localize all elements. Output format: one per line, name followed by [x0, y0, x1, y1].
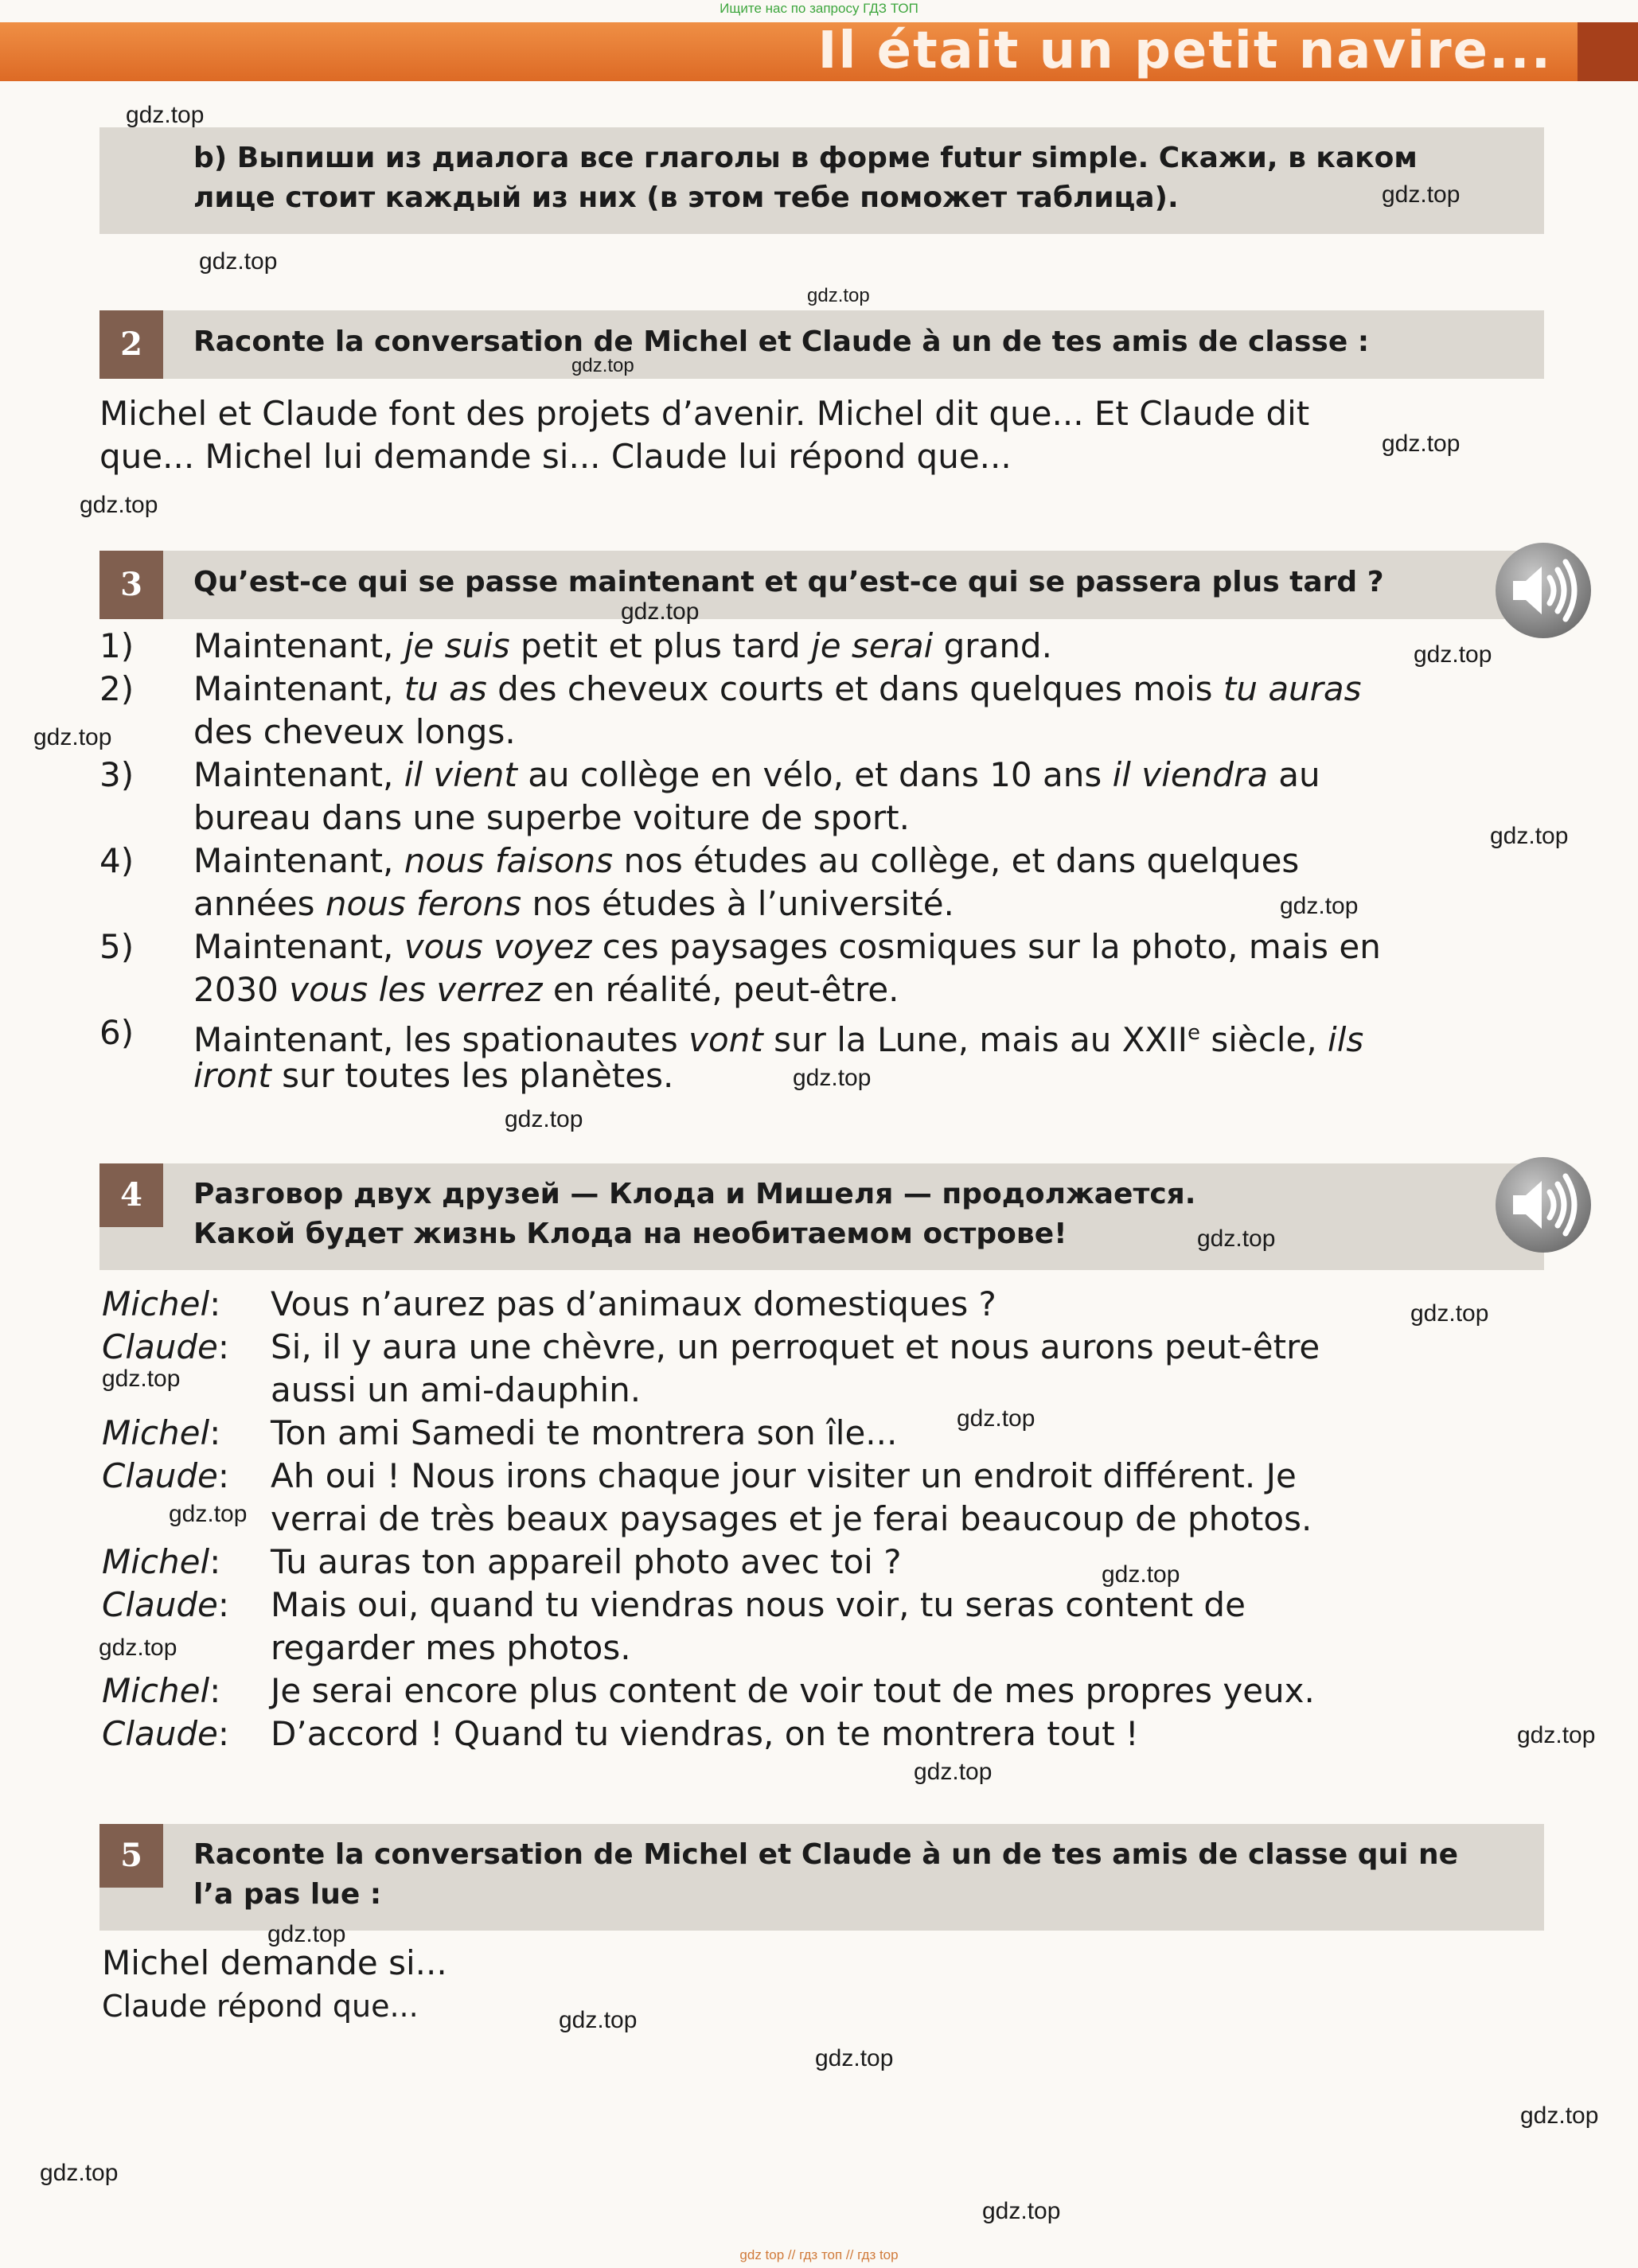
speaker-claude: Claude: — [102, 1456, 230, 1495]
watermark: gdz.top — [807, 285, 870, 306]
dialogue-line: verrai de très beaux paysages et je ferai beaucoup de photos. — [271, 1499, 1312, 1538]
task-4-title-line-1: Разговор двух друзей — Клода и Мишеля — продолжается. — [193, 1178, 1196, 1210]
task-3-title: Qu’est-ce qui se passe maintenant et qu’est-ce qui se passera plus tard ? — [193, 566, 1384, 598]
item-number: 6) — [99, 1013, 135, 1052]
task-2-number: 2 — [99, 310, 163, 379]
speaker-michel: Michel: — [102, 1413, 221, 1452]
task-3-item-3-line-1: Maintenant, il vient au collège en vélo, et dans 10 ans il viendra au — [193, 755, 1320, 794]
watermark: gdz.top — [1197, 1226, 1276, 1252]
top-note: Ищите нас по запросу ГДЗ ТОП — [720, 1, 918, 16]
watermark: gdz.top — [982, 2198, 1061, 2224]
task-3-item-6-line-1: Maintenant, les spationautes vont sur la Lune, mais au XXIIe siècle, ils — [193, 1020, 1364, 1059]
speaker-michel: Michel: — [102, 1671, 221, 1710]
task-2-text-line-1: Michel et Claude font des projets d’avenir. Michel dit que... Et Claude dit — [99, 394, 1310, 433]
watermark: gdz.top — [1280, 893, 1359, 919]
watermark: gdz.top — [559, 2007, 638, 2033]
item-number: 1) — [99, 626, 135, 665]
watermark: gdz.top — [815, 2045, 894, 2071]
dialogue-line: regarder mes photos. — [271, 1628, 631, 1667]
watermark: gdz.top — [1517, 1722, 1596, 1748]
watermark: gdz.top — [505, 1106, 583, 1132]
speaker-claude: Claude: — [102, 1714, 230, 1753]
watermark: gdz.top — [914, 1759, 993, 1785]
watermark: gdz.top — [80, 492, 158, 518]
watermark: gdz.top — [793, 1065, 872, 1091]
watermark: gdz.top — [1490, 823, 1569, 849]
dialogue-line: aussi un ami-dauphin. — [271, 1370, 642, 1409]
speaker-claude: Claude: — [102, 1585, 230, 1624]
task-b-title-line-2: лице стоит каждый из них (в этом тебе поможет таблица). — [193, 181, 1179, 214]
watermark: gdz.top — [1382, 431, 1461, 457]
dialogue-line: Si, il y aura une chèvre, un perroquet et nous aurons peut-être — [271, 1327, 1320, 1366]
watermark: gdz.top — [126, 102, 205, 128]
watermark: gdz.top — [33, 724, 112, 750]
watermark: gdz.top — [1414, 641, 1492, 668]
watermark: gdz.top — [957, 1405, 1035, 1432]
task-4-number: 4 — [99, 1163, 163, 1227]
watermark: gdz.top — [267, 1921, 346, 1947]
task-3-item-5-line-1: Maintenant, vous voyez ces paysages cosmiques sur la photo, mais en — [193, 927, 1381, 966]
speaker-claude: Claude: — [102, 1327, 230, 1366]
watermark: gdz.top — [1410, 1300, 1489, 1327]
watermark: gdz.top — [102, 1366, 181, 1392]
task-3-item-5-line-2: 2030 vous les verrez en réalité, peut-être. — [193, 970, 899, 1009]
dialogue-line: Ah oui ! Nous irons chaque jour visiter un endroit différent. Je — [271, 1456, 1297, 1495]
task-3-item-4-line-2: années nous ferons nos études à l’université. — [193, 884, 954, 923]
watermark: gdz.top — [1382, 181, 1461, 208]
watermark: gdz.top — [1102, 1561, 1180, 1588]
watermark: gdz.top — [1520, 2102, 1599, 2129]
task-4-title-line-2: Какой будет жизнь Клода на необитаемом острове! — [193, 1218, 1067, 1250]
task-3-number: 3 — [99, 551, 163, 619]
task-3-item-3-line-2: bureau dans une superbe voiture de sport. — [193, 798, 910, 837]
watermark: gdz.top — [621, 598, 700, 625]
dialogue-line: D’accord ! Quand tu viendras, on te montrera tout ! — [271, 1714, 1139, 1753]
item-number: 2) — [99, 669, 135, 708]
task-5-number: 5 — [99, 1824, 163, 1888]
speaker-michel: Michel: — [102, 1284, 221, 1323]
task-b-title-line-1: b) Выпиши из диалога все глаголы в форме futur simple. Скажи, в каком — [193, 142, 1418, 174]
task-3-item-1-line-1: Maintenant, je suis petit et plus tard je serai grand. — [193, 626, 1052, 665]
task-3-item-4-line-1: Maintenant, nous faisons nos études au collège, et dans quelques — [193, 841, 1300, 880]
audio-speaker-icon[interactable] — [1494, 541, 1593, 640]
task-5-title-line-2: l’a pas lue : — [193, 1878, 382, 1911]
item-number: 4) — [99, 841, 135, 880]
dialogue-line: Vous n’aurez pas d’animaux domestiques ? — [271, 1284, 996, 1323]
speaker-michel: Michel: — [102, 1542, 221, 1581]
task-2-text-line-2: que... Michel lui demande si... Claude lui répond que... — [99, 437, 1012, 476]
task-5-text-line-1: Michel demande si... — [102, 1943, 447, 1982]
dialogue-line: Ton ami Samedi te montrera son île... — [271, 1413, 898, 1452]
watermark: gdz.top — [99, 1635, 177, 1661]
task-3-item-2-line-2: des cheveux longs. — [193, 712, 516, 751]
dialogue-line: Mais oui, quand tu viendras nous voir, tu seras content de — [271, 1585, 1246, 1624]
bottom-note: gdz top // гдз топ // гдз top — [739, 2247, 899, 2262]
audio-speaker-icon[interactable] — [1494, 1155, 1593, 1254]
item-number: 3) — [99, 755, 135, 794]
header-tab — [1578, 22, 1638, 81]
task-2-title: Raconte la conversation de Michel et Claude à un de tes amis de classe : — [193, 325, 1370, 358]
chapter-title: Il était un petit navire... — [817, 21, 1552, 80]
dialogue-line: Tu auras ton appareil photo avec toi ? — [271, 1542, 902, 1581]
task-5-title-line-1: Raconte la conversation de Michel et Claude à un de tes amis de classe qui ne — [193, 1838, 1459, 1871]
task-5-text-line-2: Claude répond que... — [102, 1989, 419, 2024]
task-3-item-2-line-1: Maintenant, tu as des cheveux courts et dans quelques mois tu auras — [193, 669, 1362, 708]
item-number: 5) — [99, 927, 135, 966]
dialogue-line: Je serai encore plus content de voir tout de mes propres yeux. — [271, 1671, 1315, 1710]
task-3-item-6-line-2: iront sur toutes les planètes. — [193, 1056, 674, 1095]
watermark: gdz.top — [571, 355, 634, 376]
watermark: gdz.top — [169, 1501, 248, 1527]
watermark: gdz.top — [40, 2160, 119, 2186]
watermark: gdz.top — [199, 248, 278, 275]
